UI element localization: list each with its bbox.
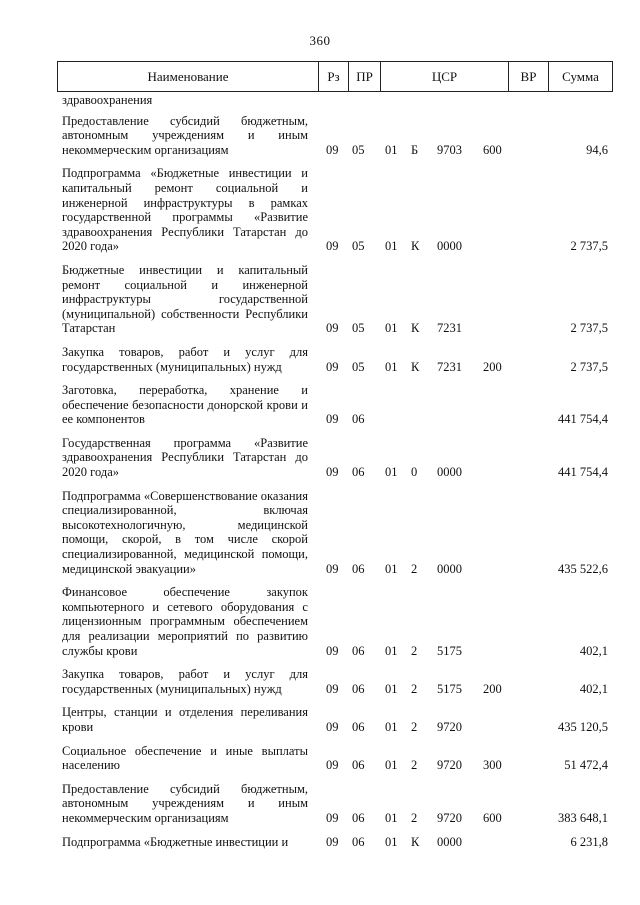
row-csr-code: 0000 <box>437 834 462 849</box>
table-row <box>62 93 611 108</box>
row-csr-subprogram: 2 <box>411 643 418 658</box>
row-csr-program: 01 <box>385 834 398 849</box>
row-sum: 51 472,4 <box>564 758 608 773</box>
row-name: Подпрограмма «Бюджетные инвестиции и капитальный ремонт социальной и инженерной инфраструктуры в рамках государственной программы «Развитие здравоохранения Республики Татарстан до 2020 года» <box>62 166 308 254</box>
row-csr-code: 9720 <box>437 758 462 773</box>
row-csr-code: 9703 <box>437 142 462 157</box>
row-csr-program: 01 <box>385 681 398 696</box>
row-pr: 05 <box>352 142 365 157</box>
header-csr: ЦСР <box>380 62 508 91</box>
row-csr-code: 9720 <box>437 719 462 734</box>
header-vr: ВР <box>508 62 548 91</box>
row-name: Финансовое обеспечение закупок компьютерного и сетевого оборудования с лицензионным программным обеспечением для реализации мероприятий по развитию службы крови <box>62 585 308 658</box>
row-csr-code: 7231 <box>437 359 462 374</box>
row-name: Центры, станции и отделения переливания крови <box>62 705 308 734</box>
row-csr-program: 01 <box>385 321 398 336</box>
row-csr-subprogram: К <box>411 321 420 336</box>
row-rz: 09 <box>326 810 339 825</box>
table-header <box>57 61 613 92</box>
row-rz: 09 <box>326 834 339 849</box>
row-sum: 6 231,8 <box>570 834 608 849</box>
row-sum: 435 522,6 <box>558 561 608 576</box>
row-sum: 441 754,4 <box>558 465 608 480</box>
row-sum: 2 737,5 <box>570 321 608 336</box>
row-csr-subprogram: Б <box>411 142 419 157</box>
row-vr: 300 <box>483 758 502 773</box>
table-row <box>62 166 611 254</box>
row-name: здравоохранения <box>62 93 153 107</box>
table-row <box>62 114 611 158</box>
row-csr-subprogram: 2 <box>411 719 418 734</box>
row-sum: 435 120,5 <box>558 719 608 734</box>
table-row <box>62 744 611 773</box>
row-name: Государственная программа «Развитие здравоохранения Республики Татарстан до 2020 года» <box>62 435 308 480</box>
row-csr-code: 0000 <box>437 561 462 576</box>
row-csr-code: 9720 <box>437 810 462 825</box>
row-rz: 09 <box>326 412 339 427</box>
row-rz: 09 <box>326 142 339 157</box>
page-number: 360 <box>309 33 331 48</box>
row-csr-program: 01 <box>385 142 398 157</box>
row-vr: 200 <box>483 681 502 696</box>
row-rz: 09 <box>326 561 339 576</box>
row-rz: 09 <box>326 239 339 254</box>
row-csr-subprogram: 2 <box>411 681 418 696</box>
row-csr-subprogram: К <box>411 239 420 254</box>
row-vr: 600 <box>483 810 502 825</box>
row-csr-program: 01 <box>385 758 398 773</box>
row-rz: 09 <box>326 359 339 374</box>
row-name: Закупка товаров, работ и услуг для государственных (муниципальных) нужд <box>62 344 308 374</box>
row-pr: 05 <box>352 321 365 336</box>
table-row <box>62 705 611 734</box>
table-row <box>62 345 611 374</box>
row-sum: 94,6 <box>586 142 608 157</box>
row-sum: 441 754,4 <box>558 412 608 427</box>
row-csr-code: 0000 <box>437 239 462 254</box>
table-row <box>62 436 611 480</box>
row-csr-program: 01 <box>385 359 398 374</box>
row-sum: 402,1 <box>579 643 608 658</box>
row-csr-program: 01 <box>385 561 398 576</box>
row-csr-program: 01 <box>385 465 398 480</box>
row-name: Подпрограмма «Бюджетные инвестиции и <box>62 834 289 849</box>
row-vr: 600 <box>483 142 502 157</box>
row-sum: 2 737,5 <box>570 239 608 254</box>
row-sum: 2 737,5 <box>570 359 608 374</box>
row-pr: 06 <box>352 758 365 773</box>
row-vr: 200 <box>483 359 502 374</box>
table-body <box>62 93 611 858</box>
row-pr: 06 <box>352 412 365 427</box>
row-pr: 06 <box>352 465 365 480</box>
row-csr-program: 01 <box>385 719 398 734</box>
table-row <box>62 782 611 826</box>
row-rz: 09 <box>326 643 339 658</box>
row-pr: 06 <box>352 561 365 576</box>
row-sum: 383 648,1 <box>558 810 608 825</box>
header-pr: ПР <box>348 62 380 91</box>
row-rz: 09 <box>326 758 339 773</box>
row-csr-program: 01 <box>385 239 398 254</box>
header-name: Наименование <box>147 68 229 84</box>
table-row <box>62 383 611 427</box>
row-name: Заготовка, переработка, хранение и обеспечение безопасности донорской крови и ее компонентов <box>62 383 308 427</box>
table-row <box>62 585 611 658</box>
row-pr: 06 <box>352 834 365 849</box>
header-sum: Сумма <box>548 62 612 91</box>
row-pr: 05 <box>352 239 365 254</box>
table-row <box>62 489 611 577</box>
row-pr: 06 <box>352 681 365 696</box>
row-csr-subprogram: 2 <box>411 810 418 825</box>
row-csr-subprogram: 2 <box>411 561 418 576</box>
row-csr-code: 5175 <box>437 681 462 696</box>
row-csr-subprogram: 2 <box>411 758 418 773</box>
row-pr: 06 <box>352 810 365 825</box>
row-csr-program: 01 <box>385 810 398 825</box>
row-csr-program: 01 <box>385 643 398 658</box>
row-name: Бюджетные инвестиции и капитальный ремонт социальной и инженерной инфраструктуры государственной (муниципальной) собственности Республики Татарстан <box>62 262 308 336</box>
row-csr-subprogram: 0 <box>411 465 418 480</box>
table-row <box>62 263 611 336</box>
row-name: Социальное обеспечение и иные выплаты населению <box>62 743 308 773</box>
header-rz: Рз <box>318 62 348 91</box>
row-pr: 06 <box>352 643 365 658</box>
row-sum: 402,1 <box>579 681 608 696</box>
row-csr-subprogram: К <box>411 834 420 849</box>
row-csr-code: 5175 <box>437 643 462 658</box>
row-name: Закупка товаров, работ и услуг для государственных (муниципальных) нужд <box>62 667 308 696</box>
row-rz: 09 <box>326 321 339 336</box>
table-row <box>62 835 611 850</box>
table-row <box>62 667 611 696</box>
row-pr: 06 <box>352 719 365 734</box>
row-name: Предоставление субсидий бюджетным, автономным учреждениям и иным некоммерческим организациям <box>62 113 308 157</box>
row-name: Подпрограмма «Совершенствование оказания специализированной, включая высокотехнологичную, медицинской помощи, скорой, в том числе скорой специализированной, медицинской помощи, медицинской эвакуации» <box>62 488 308 576</box>
row-csr-subprogram: К <box>411 359 420 374</box>
row-pr: 05 <box>352 359 365 374</box>
row-rz: 09 <box>326 681 339 696</box>
row-rz: 09 <box>326 465 339 480</box>
row-rz: 09 <box>326 719 339 734</box>
row-csr-code: 0000 <box>437 465 462 480</box>
row-name: Предоставление субсидий бюджетным, автономным учреждениям и иным некоммерческим организациям <box>62 781 308 825</box>
row-csr-code: 7231 <box>437 321 462 336</box>
